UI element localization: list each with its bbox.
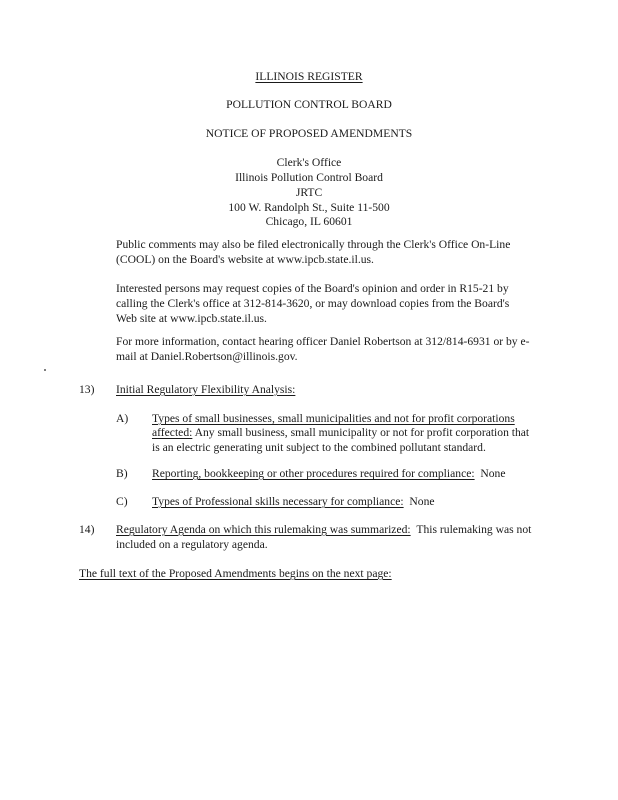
item-a-text-cont: is an electric generating unit subject to the combined pollutant standard.	[152, 441, 486, 454]
scan-speck	[44, 369, 46, 371]
paragraph-line: Public comments may also be filed electronically through the Clerk's Office On-Line	[116, 238, 511, 251]
section-14-line1	[116, 522, 552, 537]
section-text: This rulemaking was not	[416, 523, 532, 536]
section-title: Regulatory Agenda on which this rulemaking was summarized:	[116, 523, 411, 536]
register-heading: ILLINOIS REGISTER	[255, 70, 363, 83]
address-line: Clerk's Office	[276, 156, 342, 169]
item-c-value: None	[409, 495, 435, 508]
paragraph-line: For more information, contact hearing officer Daniel Robertson at 312/814-6931 or by e-	[116, 335, 530, 348]
paragraph-line: calling the Clerk's office at 312-814-3620, or may download copies from the Board's	[116, 297, 510, 310]
section-text-cont: included on a regulatory agenda.	[116, 538, 268, 551]
address-line: 100 W. Randolph St., Suite 11-500	[228, 201, 390, 214]
item-a-text: Any small business, small municipality or not for profit corporation that	[192, 426, 530, 439]
item-c-label: C)	[116, 495, 128, 508]
item-b-title: Reporting, bookkeeping or other procedures required for compliance:	[152, 467, 475, 480]
paragraph-line: (COOL) on the Board's website at www.ipcb.state.il.us.	[116, 253, 374, 266]
address-line: Illinois Pollution Control Board	[235, 171, 383, 184]
item-b-line	[152, 466, 552, 481]
item-a-line2	[152, 425, 552, 440]
full-text-notice: The full text of the Proposed Amendments begins on the next page:	[79, 567, 392, 580]
paragraph-line: Interested persons may request copies of the Board's opinion and order in R15-21 by	[116, 282, 509, 295]
item-a-title: Types of small businesses, small municipalities and not for profit corporations	[152, 412, 515, 425]
item-a-label: A)	[116, 412, 129, 425]
item-c-line	[152, 494, 552, 509]
item-a-title-cont: affected:	[152, 426, 193, 439]
paragraph-line: mail at Daniel.Robertson@illinois.gov.	[116, 350, 298, 363]
notice-heading: NOTICE OF PROPOSED AMENDMENTS	[205, 127, 413, 140]
section-title: Initial Regulatory Flexibility Analysis:	[116, 383, 296, 396]
item-b-label: B)	[116, 467, 128, 480]
board-heading: POLLUTION CONTROL BOARD	[226, 98, 392, 111]
section-number: 14)	[79, 523, 95, 536]
address-line: JRTC	[295, 186, 323, 199]
paragraph-line: Web site at www.ipcb.state.il.us.	[116, 312, 267, 325]
section-number: 13)	[79, 383, 95, 396]
address-line: Chicago, IL 60601	[265, 215, 353, 228]
item-b-value: None	[480, 467, 506, 480]
item-c-title: Types of Professional skills necessary for compliance:	[152, 495, 404, 508]
